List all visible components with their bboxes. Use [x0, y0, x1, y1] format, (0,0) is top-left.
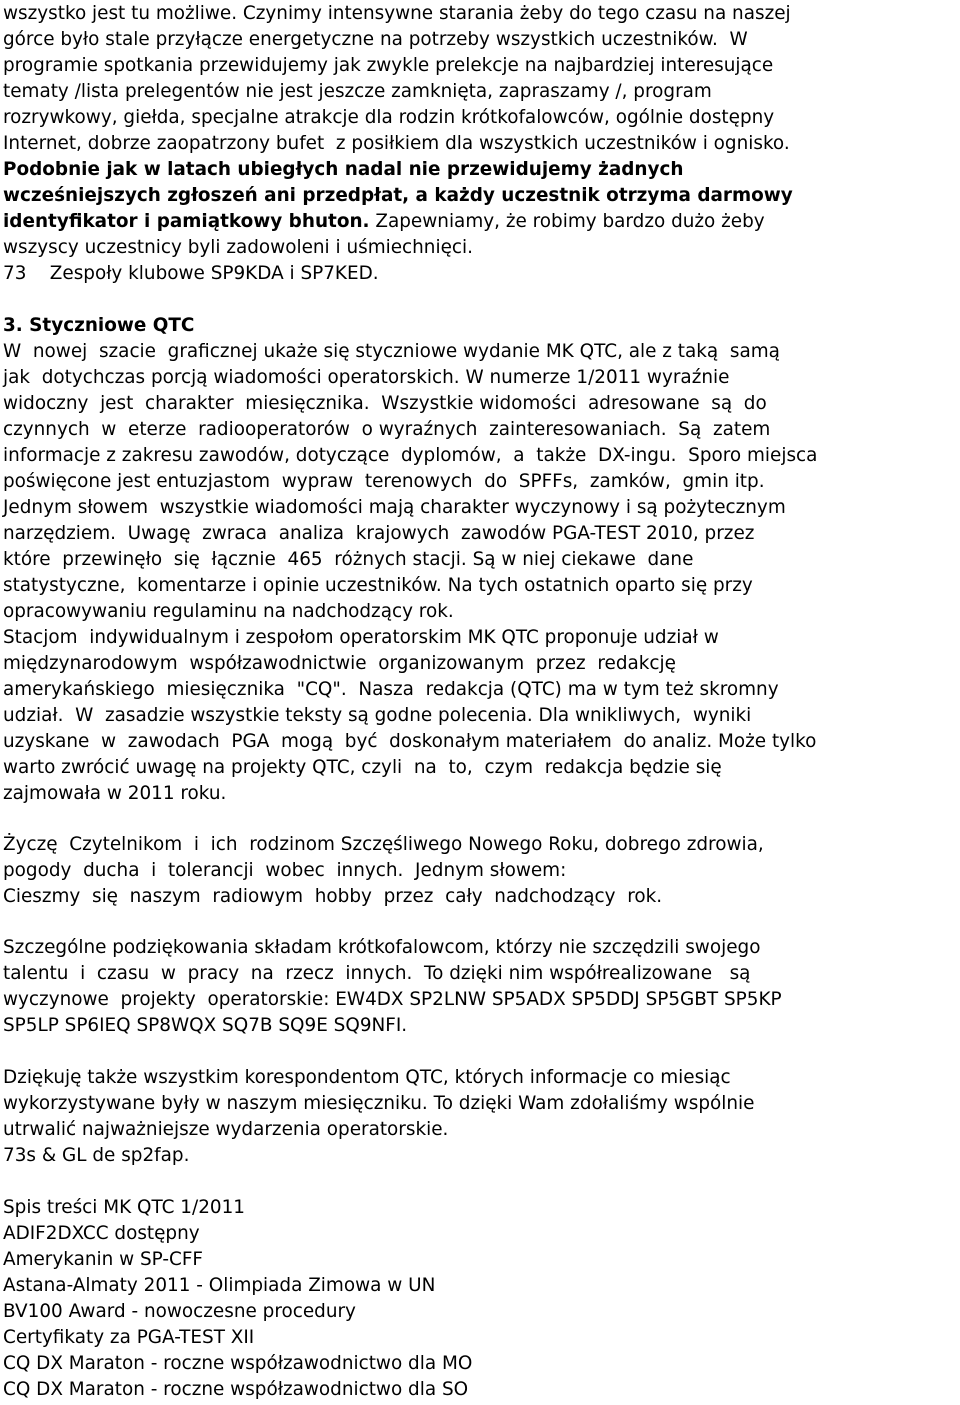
signature-line: 73 Zespoły klubowe SP9KDA i SP7KED.	[3, 263, 379, 284]
intro-bold-line: wcześniejszych zgłoszeń ani przedpłat, a każdy uczestnik otrzyma darmowy	[3, 185, 793, 206]
toc-item: Amerykanin w SP-CFF	[3, 1249, 203, 1270]
section3-line: uzyskane w zawodach PGA mogą być doskonałym materiałem do analiz. Może tylko	[3, 731, 817, 752]
intro-line: wszyscy uczestnicy byli zadowoleni i uśmiechnięci.	[3, 237, 473, 258]
section3-line: narzędziem. Uwagę zwraca analiza krajowych zawodów PGA-TEST 2010, przez	[3, 523, 755, 544]
section3-line: Stacjom indywidualnym i zespołom operatorskim MK QTC proponuje udział w	[3, 627, 719, 648]
section3-line: Jednym słowem wszystkie wiadomości mają charakter wyczynowy i są pożytecznym	[3, 497, 786, 518]
toc-title: Spis treści MK QTC 1/2011	[3, 1197, 246, 1218]
section3-line: poświęcone jest entuzjastom wypraw terenowych do SPFFs, zamków, gmin itp.	[3, 471, 765, 492]
correspondents-line: wykorzystywane były w naszym miesięczniku. To dzięki Wam zdołaliśmy wspólnie	[3, 1093, 755, 1114]
thanks-line: Szczególne podziękowania składam krótkofalowcom, którzy nie szczędzili swojego	[3, 937, 761, 958]
thanks-line: wyczynowe projekty operatorskie: EW4DX SP2LNW SP5ADX SP5DDJ SP5GBT SP5KP	[3, 989, 782, 1010]
section3-line: statystyczne, komentarze i opinie uczestników. Na tych ostatnich oparto się przy	[3, 575, 753, 596]
section3-line: amerykańskiego miesięcznika "CQ". Nasza redakcja (QTC) ma w tym też skromny	[3, 679, 779, 700]
section3-line: które przewinęło się łącznie 465 różnych stacji. Są w niej ciekawe dane	[3, 549, 694, 570]
section-heading: 3. Styczniowe QTC	[3, 315, 195, 336]
wishes-line: Życzę Czytelnikom i ich rodzinom Szczęśliwego Nowego Roku, dobrego zdrowia,	[3, 834, 764, 855]
correspondents-line: Dziękuję także wszystkim korespondentom QTC, których informacje co miesiąc	[3, 1067, 731, 1088]
intro-line: programie spotkania przewidujemy jak zwykle prelekcje na najbardziej interesujące	[3, 55, 774, 76]
toc-item: Certyfikaty za PGA-TEST XII	[3, 1327, 255, 1348]
toc-item: CQ DX Maraton - roczne współzawodnictwo dla MO	[3, 1353, 473, 1374]
intro-line: wszystko jest tu możliwe. Czynimy intensywne starania żeby do tego czasu na naszej	[3, 3, 791, 24]
section3-line: jak dotychczas porcją wiadomości operatorskich. W numerze 1/2011 wyraźnie	[3, 367, 730, 388]
wishes-line: pogody ducha i tolerancji wobec innych. Jednym słowem:	[3, 860, 567, 881]
section3-line: W nowej szacie graficznej ukaże się styczniowe wydanie MK QTC, ale z taką samą	[3, 341, 780, 362]
section3-line: zajmowała w 2011 roku.	[3, 783, 227, 804]
section3-line: udział. W zasadzie wszystkie teksty są godne polecenia. Dla wnikliwych, wyniki	[3, 705, 752, 726]
section3-line: czynnych w eterze radiooperatorów o wyraźnych zainteresowaniach. Są zatem	[3, 419, 771, 440]
intro-line: górce było stale przyłącze energetyczne na potrzeby wszystkich uczestników. W	[3, 29, 748, 50]
section3-line: międzynarodowym współzawodnictwie organizowanym przez redakcję	[3, 653, 676, 674]
intro-line: rozrywkowy, giełda, specjalne atrakcje dla rodzin krótkofalowców, ogólnie dostępny	[3, 107, 775, 128]
correspondents-line: 73s & GL de sp2fap.	[3, 1145, 190, 1166]
correspondents-line: utrwalić najważniejsze wydarzenia operatorskie.	[3, 1119, 449, 1140]
toc-item: ADIF2DXCC dostępny	[3, 1223, 200, 1244]
toc-item: CQ DX Maraton - roczne współzawodnictwo dla SO	[3, 1379, 469, 1400]
intro-line: tematy /lista prelegentów nie jest jeszcze zamknięta, zapraszamy /, program	[3, 81, 712, 102]
toc-item: Astana-Almaty 2011 - Olimpiada Zimowa w UN	[3, 1275, 436, 1296]
section3-line: warto zwrócić uwagę na projekty QTC, czyli na to, czym redakcja będzie się	[3, 757, 722, 778]
thanks-line: SP5LP SP6IEQ SP8WQX SQ7B SQ9E SQ9NFI.	[3, 1015, 408, 1036]
section3-line: widoczny jest charakter miesięcznika. Wszystkie widomości adresowane są do	[3, 393, 767, 414]
section3-line: opracowywaniu regulaminu na nadchodzący rok.	[3, 601, 454, 622]
intro-bold-fragment: identyfikator i pamiątkowy bhuton.	[3, 211, 370, 232]
intro-normal-fragment: Zapewniamy, że robimy bardzo dużo żeby	[369, 211, 765, 232]
thanks-line: talentu i czasu w pracy na rzecz innych. To dzięki nim współrealizowane są	[3, 963, 751, 984]
intro-line: Internet, dobrze zaopatrzony bufet z posiłkiem dla wszystkich uczestników i ognisko.	[3, 133, 790, 154]
wishes-line: Cieszmy się naszym radiowym hobby przez cały nadchodzący rok.	[3, 886, 663, 907]
intro-mixed-line	[3, 209, 765, 235]
intro-bold-line: Podobnie jak w latach ubiegłych nadal nie przewidujemy żadnych	[3, 159, 684, 180]
toc-item: BV100 Award - nowoczesne procedury	[3, 1301, 356, 1322]
section3-line: informacje z zakresu zawodów, dotyczące dyplomów, a także DX-ingu. Sporo miejsca	[3, 445, 818, 466]
